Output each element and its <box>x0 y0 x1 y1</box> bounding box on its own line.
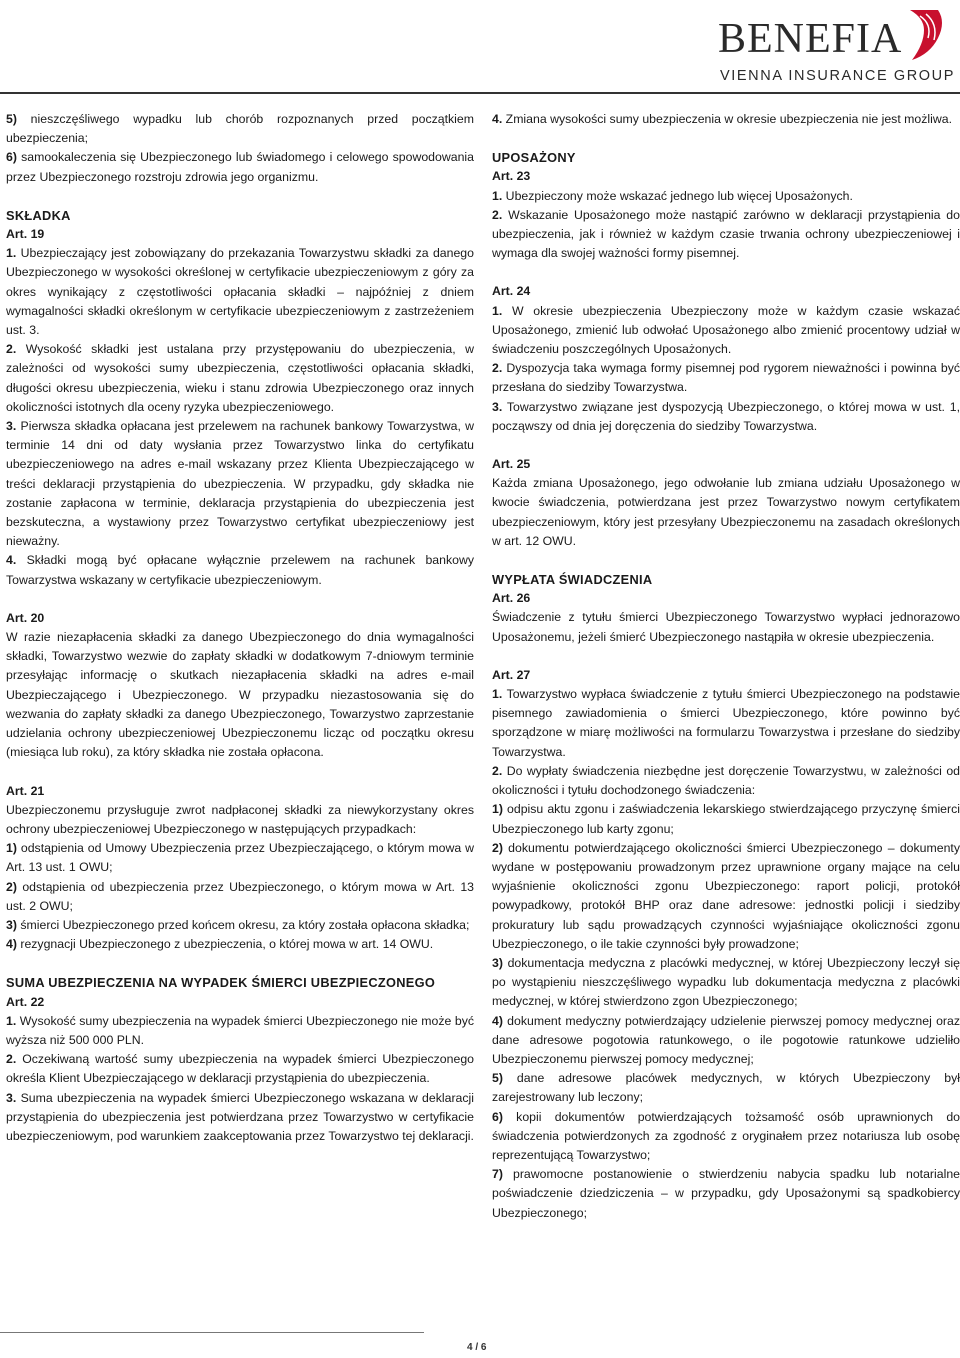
paragraph: 4. Składki mogą być opłacane wyłącznie przelewem na rachunek bankowy Towarzystwa wskazany w certyfikacie ubezpieczeniowym. <box>6 553 474 587</box>
left-column <box>6 110 474 1146</box>
paragraph: 3. Towarzystwo związane jest dyspozycją Ubezpieczonego, o której mowa w ust. 1, począwszy od dnia jej doręczenia do siedziby Towarzystwa. <box>492 399 960 433</box>
benefia-logo <box>718 8 956 88</box>
article-heading: Art. 25 <box>492 457 531 472</box>
section-heading-uposazony: UPOSAŻONY <box>492 150 576 166</box>
paragraph: 1. Towarzystwo wypłaca świadczenie z tytułu śmierci Ubezpieczonego na podstawie pisemnego zawiadomienia o śmierci Ubezpieczonego, które powinno być sporządzone w miarę możliwości na formularzu Towarzystwa i przesłane do siedziby Towarzystwa. <box>492 687 960 759</box>
article-heading: Art. 20 <box>6 610 45 625</box>
paragraph: W razie niezapłacenia składki za danego Ubezpieczonego do dnia wymagalności składki, Towarzystwo wezwie do zapłaty składki w dodatkowym 7-dniowym terminie przesyłając informację o skutkach niezapłacenia składki na adres e-mail Ubezpieczającego i Ubezpieczonego. W przypadku niezastosowania się do wezwania do zapłaty składki za danego Ubezpieczonego, Towarzystwo zaprzestanie udzielania ochrony ubezpieczeniowej Ubezpieczonemu licząc od początku okresu (miesiąca lub roku), za który składka nie została opłacona. <box>6 630 474 760</box>
paragraph: 2. Wskazanie Uposażonego może nastąpić zarówno w deklaracji przystąpienia do ubezpieczenia, jak i również w każdym czasie trwania ochrony ubezpieczeniowej i wymaga dla swojej ważności formy pisemnej. <box>492 207 960 261</box>
list-item: 4) dokument medyczny potwierdzający udzielenie pierwszej pomocy medycznej oraz dane adresowe pogotowia ratunkowego, o ile pogotowie ratunkowe udzieliło Ubezpieczonemu pierwszej pomocy medycznej; <box>492 1013 960 1066</box>
paragraph: 1. Ubezpieczający jest zobowiązany do przekazania Towarzystwu składki za danego Ubezpieczonego w wysokości określonej w certyfikacie ubezpieczeniowym z góry za okres wynikający z częstotliwości opłacania składki – najpóźniej z dniem wymagalności składki określonym w certyfikacie ubezpieczeniowym z zastrzeżeniem ust. 3. <box>6 246 474 338</box>
list-item: 5) dane adresowe placówek medycznych, w których Ubezpieczony był zarejestrowany lub leczony; <box>492 1071 960 1105</box>
list-item: 3) śmierci Ubezpieczonego przed końcem okresu, za który została opłacona składka; <box>6 917 470 932</box>
paragraph: 1. W okresie ubezpieczenia Ubezpieczony może w każdym czasie wskazać Uposażonego, zmienić lub odwołać Uposażonego albo zmienić procentowy udział w świadczeniu poszczególnych Uposażonych. <box>492 303 960 357</box>
footer-rule <box>0 1332 424 1333</box>
list-item: 6) kopii dokumentów potwierdzających tożsamość osób uprawnionych do świadczenia potwierdzonych za zgodność z oryginałem przez notariusza lub osobę reprezentującą Towarzystwo; <box>492 1109 960 1162</box>
paragraph: 5) nieszczęśliwego wypadku lub chorób rozpoznanych przed początkiem ubezpieczenia; <box>6 112 474 146</box>
paragraph: 2. Wysokość składki jest ustalana przy przystępowaniu do ubezpieczenia, w zależności od wysokości sumy ubezpieczenia, częstotliwości opłacania składki, długości okresu ubezpieczenia, wieku i stanu zdrowia Ubezpieczonego oraz innych okoliczności istotnych dla oceny ryzyka ubezpieczeniowego. <box>6 342 474 414</box>
logo-wordmark: BENEFIA <box>718 16 903 62</box>
paragraph: 3. Suma ubezpieczenia na wypadek śmierci Ubezpieczonego wskazana w deklaracji przystąpienia do ubezpieczenia jest potwierdzana przez Towarzystwo w certyfikacie ubezpieczeniowym, pod warunkiem zaakceptowania przez Towarzystwo tej deklaracji. <box>6 1090 474 1143</box>
article-heading: Art. 26 <box>492 591 531 606</box>
section-heading-skladka: SKŁADKA <box>6 207 71 223</box>
list-item: 2) odstąpienia od ubezpieczenia przez Ubezpieczonego, o którym mowa w Art. 13 ust. 2 OWU; <box>6 879 474 913</box>
article-heading: Art. 27 <box>492 667 531 682</box>
list-item: 1) odstąpienia od Umowy Ubezpieczenia przez Ubezpieczającego, o którym mowa w Art. 13 ust. 1 OWU; <box>6 841 474 875</box>
article-heading: Art. 23 <box>492 169 531 184</box>
article-heading: Art. 24 <box>492 284 531 299</box>
article-heading: Art. 19 <box>6 227 45 242</box>
list-item: 2) dokumentu potwierdzającego okoliczności śmierci Ubezpieczonego – dokumenty wydane w postępowaniu prowadzonym przez uprawnione organy mające na celu wyjaśnienie okoliczności zgonu Ubezpieczonego: raport policji, protokół powypadkowy, protokół BHP oraz dane adresowe: jednostki policji i siedziby prokuratury lub sądu prowadzących czynności wyjaśniające okoliczności zgonu Ubezpieczonego, o ile takie czynności były prowadzone; <box>492 840 960 951</box>
list-item: 7) prawomocne postanowienie o stwierdzeniu nabycia spadku lub notarialne poświadczenie dziedziczenia – w przypadku, gdy Uposażonymi są spadkobiercy Ubezpieczonego; <box>492 1167 960 1220</box>
section-heading-suma: SUMA UBEZPIECZENIA NA WYPADEK ŚMIERCI UBEZPIECZONEGO <box>6 975 436 991</box>
header-divider <box>0 92 960 94</box>
list-item: 1) odpisu aktu zgonu i zaświadczenia lekarskiego stwierdzającego przyczynę śmierci Ubezpieczonego lub karty zgonu; <box>492 802 960 836</box>
list-item: 4) rezygnacji Ubezpieczonego z ubezpieczenia, o której mowa w art. 14 OWU. <box>6 937 434 952</box>
section-heading-wyplata: WYPŁATA ŚWIADCZENIA <box>492 572 653 588</box>
paragraph: 2. Do wypłaty świadczenia niezbędne jest doręczenie Towarzystwu, w zależności od okoliczności i tytułu dochodzonego świadczenia: <box>492 763 960 798</box>
paragraph: Ubezpieczonemu przysługuje zwrot nadpłaconej składki za niewykorzystany okres ochrony ubezpieczeniowej Ubezpieczonego w następujących przypadkach: <box>6 802 474 836</box>
benefia-shield-icon <box>908 8 948 62</box>
paragraph: 2. Dyspozycja taka wymaga formy pisemnej pod rygorem nieważności i powinna być przesłana do siedziby Towarzystwa. <box>492 361 960 395</box>
paragraph: 4. Zmiana wysokości sumy ubezpieczenia w okresie ubezpieczenia nie jest możliwa. <box>492 112 952 126</box>
paragraph: 2. Oczekiwaną wartość sumy ubezpieczenia na wypadek śmierci Ubezpieczonego określa Klient Ubezpieczającego w deklaracji przystąpienia do ubezpieczenia. <box>6 1052 474 1086</box>
paragraph: 1. Wysokość sumy ubezpieczenia na wypadek śmierci Ubezpieczonego nie może być wyższa niż 500 000 PLN. <box>6 1013 474 1047</box>
paragraph: Świadczenie z tytułu śmierci Ubezpieczonego Towarzystwo wypłaci jednorazowo Uposażonemu, jeżeli śmierć Ubezpieczonego nastąpiła w okresie ubezpieczenia. <box>492 610 960 644</box>
paragraph: 1. Ubezpieczony może wskazać jednego lub więcej Uposażonych. <box>492 188 853 203</box>
page-number: 4 / 6 <box>467 1342 487 1353</box>
article-heading: Art. 22 <box>6 994 45 1009</box>
list-item: 3) dokumentacja medyczna z placówki medycznej, w której Ubezpieczony leczył się po wystąpieniu nieszczęśliwego wypadku lub dokumentacja medyczna z placówki medycznej, w której stwierdzono zgon Ubezpieczonego; <box>492 955 960 1009</box>
paragraph: Każda zmiana Uposażonego, jego odwołanie lub zmiana udziału Uposażonego w kwocie świadczenia, potwierdzana jest przez Towarzystwo nowym certyfikatem ubezpieczeniowym, który jest przesyłany Ubezpieczonemu na zasadach określonych w art. 12 OWU. <box>492 476 960 548</box>
right-column <box>492 110 960 1223</box>
paragraph: 6) samookaleczenia się Ubezpieczonego lub świadomego i celowego spowodowania przez Ubezpieczonego rozstroju zdrowia jego organizmu. <box>6 150 474 184</box>
article-heading: Art. 21 <box>6 783 45 798</box>
logo-subtitle: VIENNA INSURANCE GROUP <box>720 68 956 84</box>
paragraph: 3. Pierwsza składka opłacana jest przelewem na rachunek bankowy Towarzystwa, w terminie 14 dni od daty wysłania przez Towarzystwo linka do certyfikatu ubezpieczeniowego na adres e-mail wskazany przez Klienta Ubezpieczającego w treści deklaracji przystąpienia do ubezpieczenia. W przypadku, gdy składka nie zostanie zapłacona w terminie, deklaracja przystąpienia do ubezpieczenia jest bezskuteczna, a wystawiony przez Towarzystwo certyfikat ubezpieczeniowy jest nieważny. <box>6 419 474 549</box>
